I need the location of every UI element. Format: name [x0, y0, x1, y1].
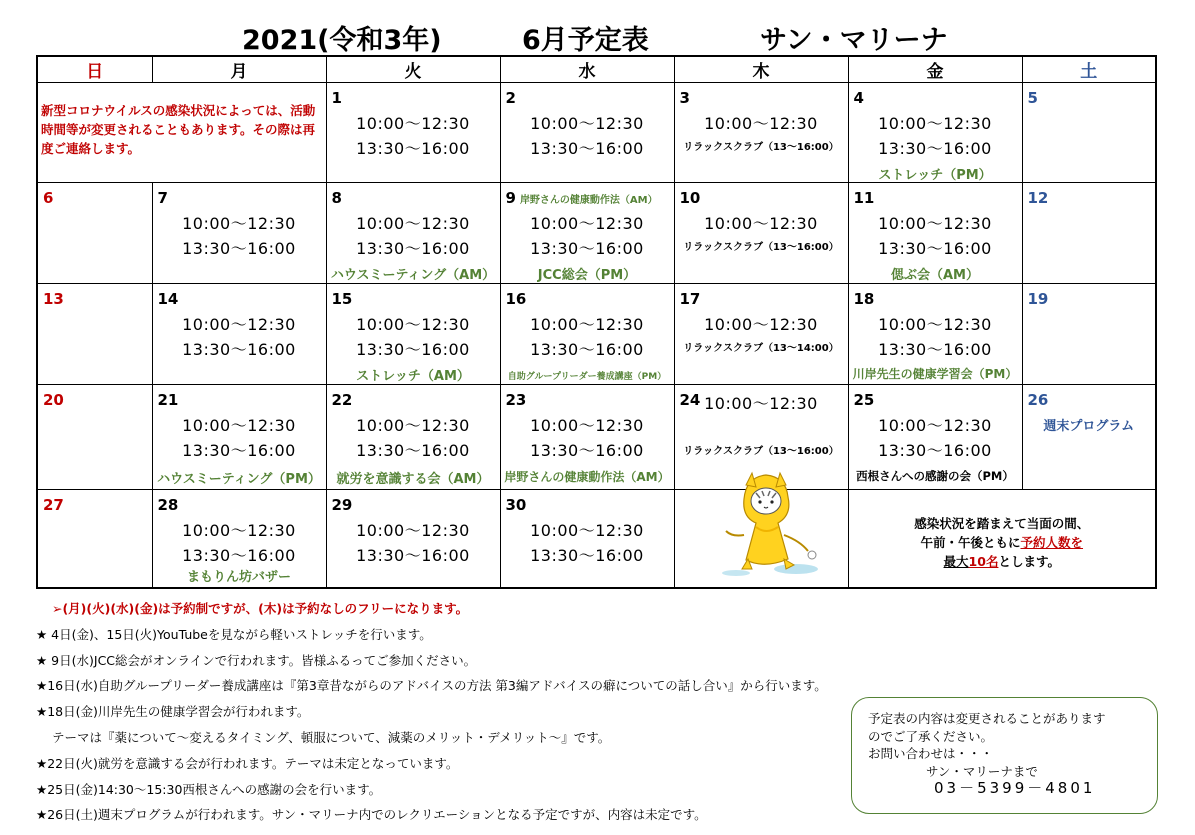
- day-cell: [326, 183, 500, 284]
- notice-cell: [37, 83, 326, 183]
- pm-time: 13:30〜16:00: [182, 340, 296, 359]
- day-cell: [37, 490, 152, 589]
- day-cell: [152, 385, 326, 490]
- event-label: ハウスミーティング（PM）: [157, 472, 321, 487]
- pm-time: 13:30〜16:00: [356, 340, 470, 359]
- event-label: ストレッチ（AM）: [356, 369, 470, 384]
- page-title: [0, 18, 1195, 54]
- day-cell: [500, 183, 674, 284]
- calendar-table: [36, 55, 1157, 589]
- day-cell: [37, 284, 152, 385]
- relax-club-event: リラックスクラブ（13〜14:00）: [683, 343, 839, 354]
- day-cell: [848, 83, 1022, 183]
- day-cell: [674, 183, 848, 284]
- day-cell: [1022, 284, 1156, 385]
- note-reservation: ➢(月)(火)(水)(金)は予約制ですが、(木)は予約なしのフリーになります。: [52, 601, 469, 616]
- day-number: 15: [331, 290, 353, 308]
- pm-time: 13:30〜16:00: [182, 441, 296, 460]
- event-label: 自助グループリーダー養成講座（PM）: [507, 372, 667, 382]
- event-label: 西根さんへの感謝の会（PM）: [856, 469, 1014, 483]
- contact-line: サン・マリーナまで: [926, 763, 1038, 779]
- day-number: 9 岸野さんの健康動作法（AM）: [505, 189, 658, 207]
- title-month: 6月予定表: [522, 25, 649, 56]
- am-time: 10:00〜12:30: [878, 416, 992, 435]
- am-time: 10:00〜12:30: [530, 416, 644, 435]
- day-number: 20: [43, 391, 64, 409]
- day-cell: [152, 490, 326, 589]
- header-sun: 日: [37, 56, 152, 83]
- day-cell: [1022, 83, 1156, 183]
- header-thu: 木: [674, 56, 848, 83]
- day-cell: [500, 490, 674, 589]
- day-number: 27: [43, 496, 64, 514]
- am-time: 10:00〜12:30: [356, 416, 470, 435]
- capacity-notice: 感染状況を踏まえて当面の間、 午前・午後ともに予約人数を 最大10名とします。: [914, 516, 1090, 569]
- day-cell: [848, 284, 1022, 385]
- day-number: 29: [331, 496, 353, 514]
- pm-time: 13:30〜16:00: [530, 340, 644, 359]
- pm-time: 13:30〜16:00: [878, 239, 992, 258]
- day-cell: [674, 83, 848, 183]
- day-cell: [1022, 385, 1156, 490]
- note-item: ★16日(水)自助グループリーダー養成講座は『第3章昔ながらのアドバイスの方法 第3編アドバイスの癖についての話し合い』から行います。: [36, 678, 827, 694]
- phone-number: 03－5399－4801: [934, 779, 1096, 797]
- am-time: 10:00〜12:30: [530, 521, 644, 540]
- contact-box: [851, 697, 1158, 814]
- cat-raincoat-illustration: [696, 465, 836, 580]
- am-time: 10:00〜12:30: [182, 214, 296, 233]
- header-fri: 金: [848, 56, 1022, 83]
- event-label: まもりん坊バザー: [186, 570, 291, 585]
- week-row: [37, 385, 1156, 490]
- pm-time: 13:30〜16:00: [530, 441, 644, 460]
- header-tue: 火: [326, 56, 500, 83]
- day-number: 21: [157, 391, 179, 409]
- day-number: 2: [505, 89, 516, 107]
- day-number: 17: [679, 290, 701, 308]
- relax-club-event: リラックスクラブ（13〜16:00）: [683, 142, 839, 153]
- day-cell: [1022, 183, 1156, 284]
- week-row: [37, 490, 1156, 589]
- pm-time: 13:30〜16:00: [182, 239, 296, 258]
- contact-line: お問い合わせは・・・: [868, 746, 994, 761]
- pm-time: 13:30〜16:00: [530, 239, 644, 258]
- am-time: 10:00〜12:30: [704, 114, 818, 133]
- day-cell: [326, 385, 500, 490]
- week-row: [37, 284, 1156, 385]
- pm-time: 13:30〜16:00: [878, 340, 992, 359]
- header-sat: 土: [1022, 56, 1156, 83]
- day-cell: [326, 490, 500, 589]
- event-label: 偲ぶ会（AM）: [891, 268, 979, 283]
- pm-time: 13:30〜16:00: [878, 441, 992, 460]
- title-facility: サン・マリーナ: [760, 25, 948, 56]
- am-time: 10:00〜12:30: [182, 315, 296, 334]
- pm-time: 13:30〜16:00: [356, 139, 470, 158]
- day-number: 28: [157, 496, 179, 514]
- relax-club-event: リラックスクラブ（13〜16:00）: [683, 446, 839, 457]
- day-number: 8: [331, 189, 342, 207]
- day-number: 4: [853, 89, 864, 107]
- day-cell: [37, 183, 152, 284]
- am-time: 10:00〜12:30: [182, 416, 296, 435]
- pm-time: 13:30〜16:00: [530, 139, 644, 158]
- pm-time: 13:30〜16:00: [878, 139, 992, 158]
- day-cell: [500, 385, 674, 490]
- day-cell: [848, 183, 1022, 284]
- day-number: 5: [1027, 89, 1038, 107]
- day-cell: [326, 284, 500, 385]
- weekend-program-label: 週末プログラム: [1043, 419, 1135, 434]
- day-number: 25: [853, 391, 875, 409]
- pm-time: 13:30〜16:00: [182, 546, 296, 565]
- day-number: 3: [679, 89, 690, 107]
- day-cell: [848, 385, 1022, 490]
- am-time: 10:00〜12:30: [356, 315, 470, 334]
- pm-time: 13:30〜16:00: [530, 546, 644, 565]
- am-time: 10:00〜12:30: [878, 315, 992, 334]
- day-cell: [326, 83, 500, 183]
- am-time: 10:00〜12:30: [530, 114, 644, 133]
- day-number: 12: [1027, 189, 1049, 207]
- day-number: 11: [853, 189, 875, 207]
- relax-club-event: リラックスクラブ（13〜16:00）: [683, 242, 839, 253]
- event-label: 川岸先生の健康学習会（PM）: [852, 367, 1018, 381]
- day-number: 14: [157, 290, 179, 308]
- note-item: ★26日(土)週末プログラムが行われます。サン・マリーナ内でのレクリエーションとなる予定ですが、内容は未定です。: [36, 807, 707, 823]
- am-time: 10:00〜12:30: [878, 114, 992, 133]
- day-number: 16: [505, 290, 527, 308]
- event-label-inline: 岸野さんの健康動作法（AM）: [519, 195, 658, 206]
- week-row: [37, 83, 1156, 183]
- day-number: 22: [331, 391, 353, 409]
- day-cell: [500, 83, 674, 183]
- day-cell: [37, 385, 152, 490]
- day-number: 24: [679, 391, 701, 409]
- am-time: 10:00〜12:30: [878, 214, 992, 233]
- note-item: ★ 4日(金)、15日(火)YouTubeを見ながら軽いストレッチを行います。: [36, 626, 432, 642]
- pm-time: 13:30〜16:00: [356, 546, 470, 565]
- day-cell: [500, 284, 674, 385]
- note-item: ★22日(火)就労を意識する会が行われます。テーマは未定となっています。: [36, 755, 459, 771]
- event-label: JCC総会（PM）: [537, 268, 637, 283]
- contact-line: のでご了承ください。: [868, 728, 994, 744]
- weekday-header: [37, 56, 1156, 83]
- note-item: ★ 9日(水)JCC総会がオンラインで行われます。皆様ふるってご参加ください。: [36, 652, 477, 668]
- am-time: 10:00〜12:30: [356, 521, 470, 540]
- header-wed: 水: [500, 56, 674, 83]
- day-cell: [152, 284, 326, 385]
- day-number: 19: [1027, 290, 1049, 308]
- day-number: 13: [43, 290, 64, 308]
- note-item: ★18日(金)川岸先生の健康学習会が行われます。: [36, 704, 310, 720]
- day-number: 1: [331, 89, 342, 107]
- am-time: 10:00〜12:30: [704, 315, 818, 334]
- day-number: 10: [679, 189, 701, 207]
- am-time: 10:00〜12:30: [704, 214, 818, 233]
- day-number: 6: [43, 189, 54, 207]
- pm-time: 13:30〜16:00: [356, 441, 470, 460]
- day-number: 23: [505, 391, 527, 409]
- event-label: ハウスミーティング（AM）: [330, 268, 496, 283]
- event-label: 就労を意識する会（AM）: [336, 472, 490, 487]
- day-number: 7: [157, 189, 168, 207]
- am-time: 10:00〜12:30: [704, 394, 818, 413]
- capacity-cell: [848, 490, 1156, 589]
- am-time: 10:00〜12:30: [530, 315, 644, 334]
- am-time: 10:00〜12:30: [356, 114, 470, 133]
- day-number: 26: [1027, 391, 1049, 409]
- header-mon: 月: [152, 56, 326, 83]
- note-item: テーマは『薬について〜変えるタイミング、頓服について、減薬のメリット・デメリット〜』です。: [52, 729, 611, 745]
- am-time: 10:00〜12:30: [530, 214, 644, 233]
- day-cell: [674, 284, 848, 385]
- day-number: 18: [853, 290, 875, 308]
- contact-line: 予定表の内容は変更されることがあります: [868, 711, 1106, 726]
- title-year: 2021(令和3年): [242, 25, 442, 56]
- day-number: 30: [505, 496, 527, 514]
- week-row: [37, 183, 1156, 284]
- note-item: ★25日(金)14:30〜15:30西根さんへの感謝の会を行います。: [36, 781, 382, 797]
- day-cell: [152, 183, 326, 284]
- covid-notice: 新型コロナウイルスの感染状況によっては、活動時間等が変更されることもあります。その際は再度ご連絡します。: [41, 103, 316, 156]
- event-label: 岸野さんの健康動作法（AM）: [504, 470, 670, 484]
- am-time: 10:00〜12:30: [182, 521, 296, 540]
- event-label: ストレッチ（PM）: [878, 168, 992, 183]
- am-time: 10:00〜12:30: [356, 214, 470, 233]
- pm-time: 13:30〜16:00: [356, 239, 470, 258]
